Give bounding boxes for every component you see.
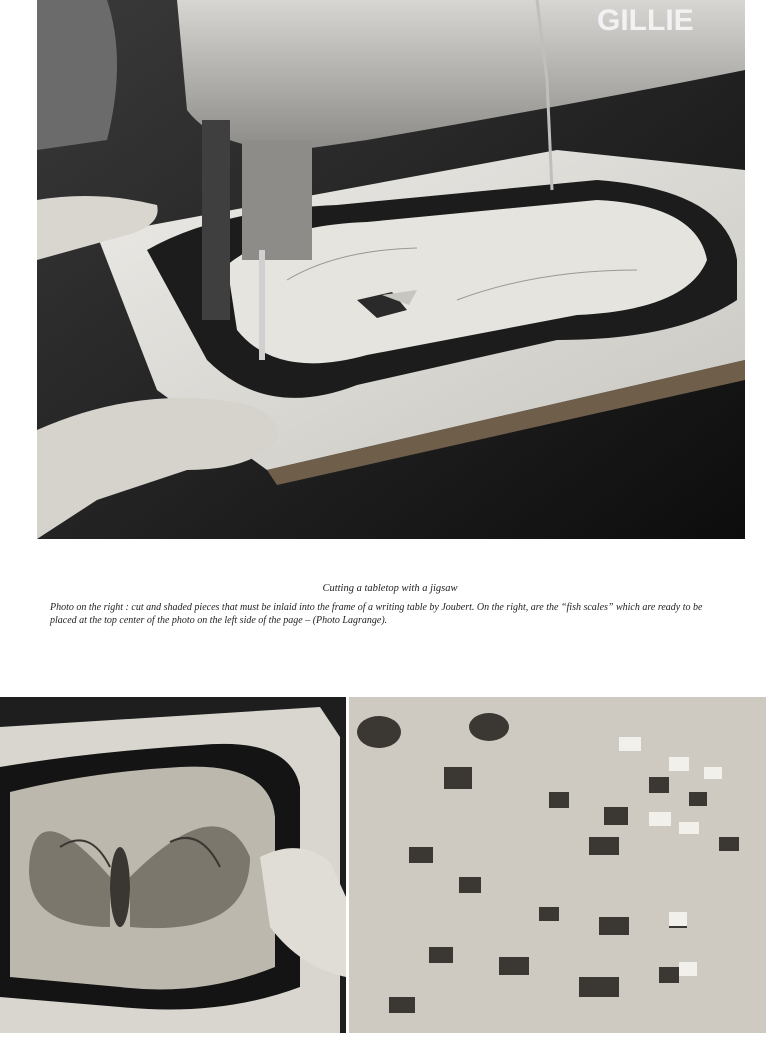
jigsaw-photo (37, 0, 745, 539)
machine-lettering: GILLIE (597, 4, 694, 37)
marquetry-panel-photo (0, 697, 346, 1033)
fish-scales-illustration (349, 697, 766, 1033)
saw-arm (242, 140, 312, 260)
operator-face (37, 0, 117, 150)
saw-blade (259, 250, 265, 360)
butterfly-body (110, 847, 130, 927)
caption-body: Photo on the right : cut and shaded pieces that must be inlaid into the frame of a writing table by Joubert. On the right, are the “fish scales” which are ready to be placed at the top center of the photo on the left side of the page – (Photo Lagrange). (50, 602, 703, 626)
bottom-margin (0, 1040, 766, 1052)
marquetry-panel-illustration (0, 697, 346, 1033)
fish-scales-photo (349, 697, 766, 1033)
jigsaw-photo-illustration (37, 0, 745, 539)
caption-title: Cutting a tabletop with a jigsaw (322, 583, 458, 594)
